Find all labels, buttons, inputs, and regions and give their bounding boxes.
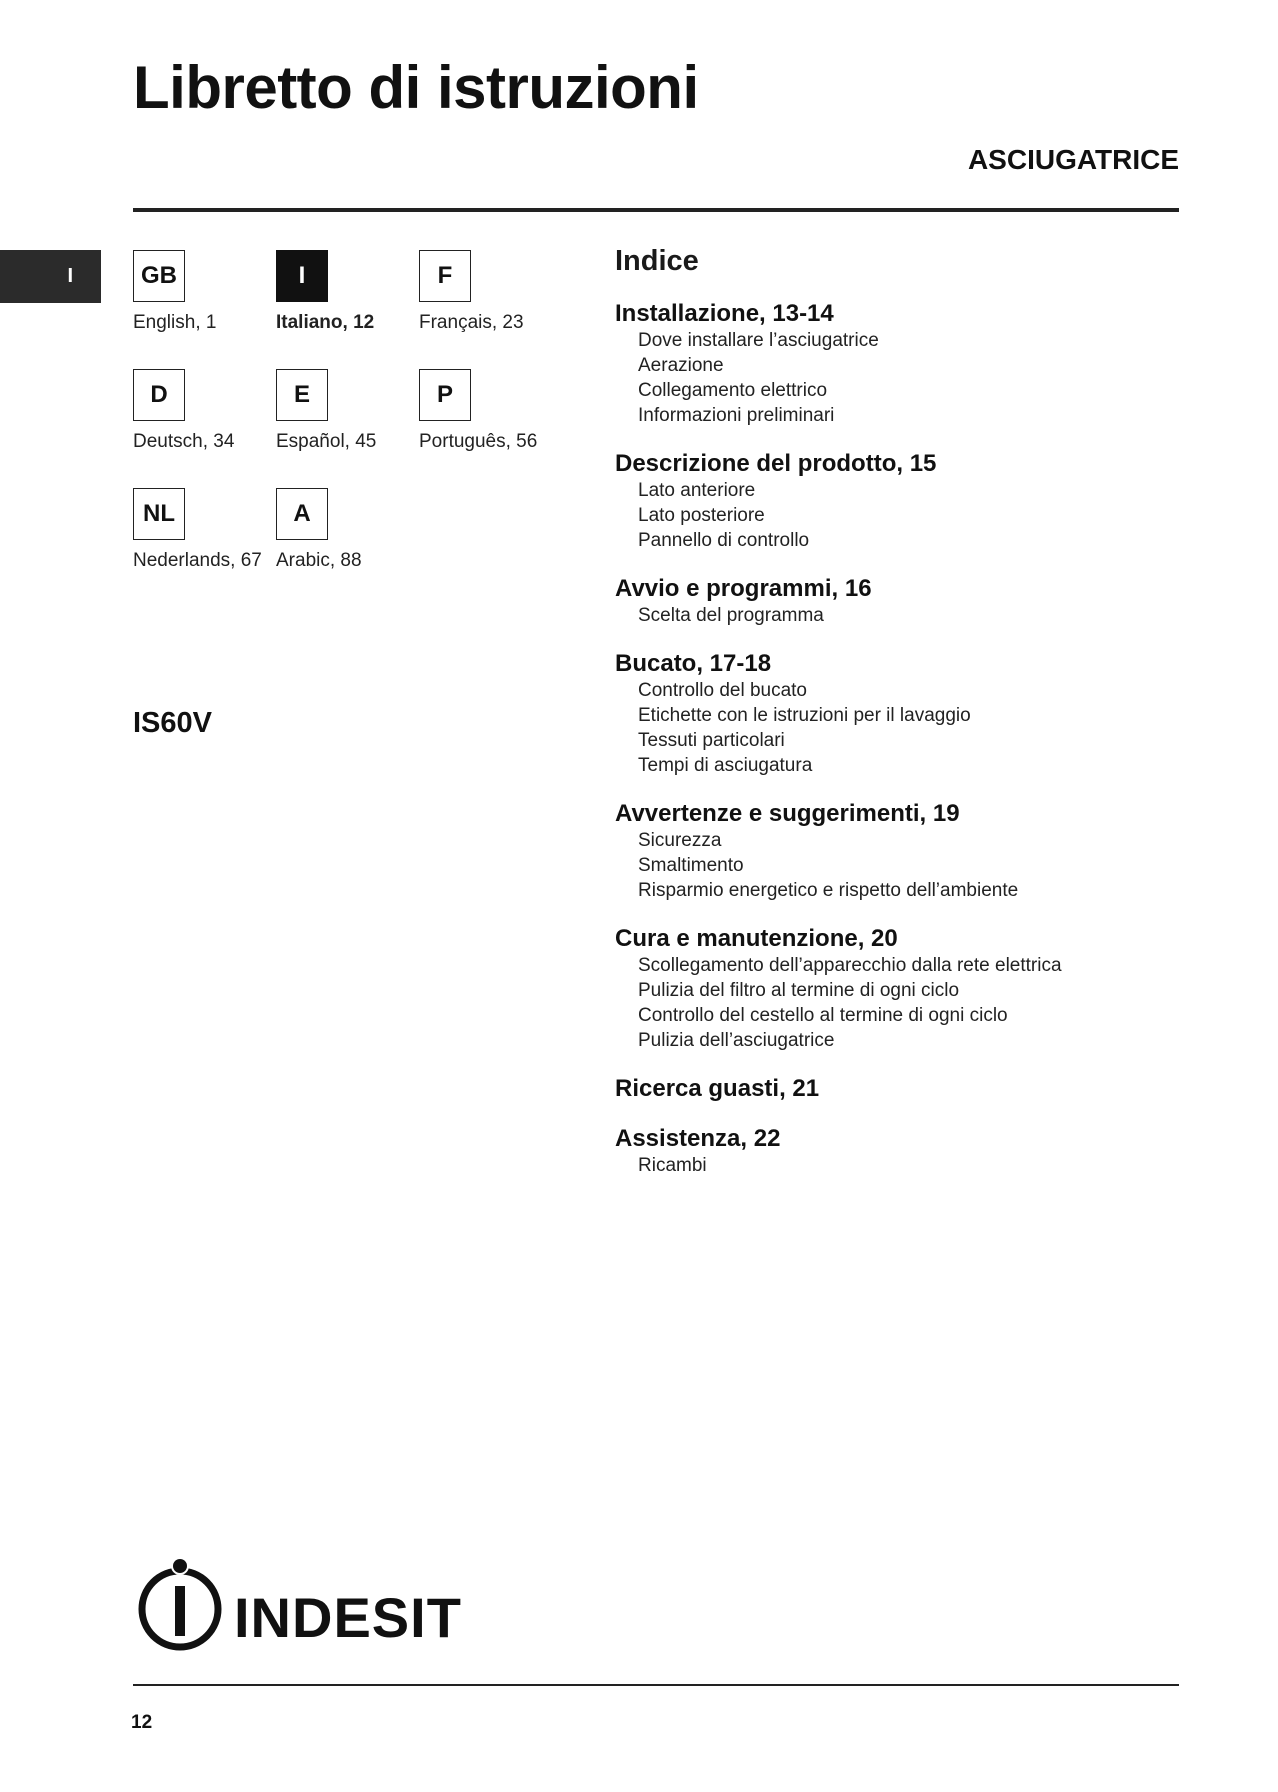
toc-section-title[interactable]: Cura e manutenzione, 20 bbox=[615, 925, 898, 952]
language-entry-i[interactable] bbox=[276, 250, 421, 334]
side-language-tab: I bbox=[0, 250, 101, 303]
toc-section-title[interactable]: Bucato, 17-18 bbox=[615, 650, 772, 677]
page-number: 12 bbox=[131, 1712, 153, 1733]
toc-section bbox=[615, 1125, 1175, 1178]
brand-wordmark: INDESIT bbox=[234, 1586, 462, 1649]
language-label: Português, 56 bbox=[419, 431, 538, 452]
toc-item[interactable]: Lato anteriore bbox=[638, 480, 756, 501]
toc-section-title[interactable]: Ricerca guasti, 21 bbox=[615, 1075, 820, 1102]
toc-item[interactable]: Sicurezza bbox=[638, 830, 722, 851]
toc-item[interactable]: Aerazione bbox=[638, 355, 724, 376]
language-entry-a[interactable] bbox=[276, 488, 421, 572]
language-entry-p[interactable] bbox=[419, 369, 564, 453]
toc-item[interactable]: Ricambi bbox=[638, 1155, 707, 1176]
toc-item[interactable]: Scelta del programma bbox=[638, 605, 824, 626]
toc-section bbox=[615, 575, 1175, 628]
toc-item[interactable]: Tempi di asciugatura bbox=[638, 755, 813, 776]
language-code-box: GB bbox=[133, 250, 185, 302]
toc-item[interactable]: Smaltimento bbox=[638, 855, 744, 876]
language-entry-gb[interactable] bbox=[133, 250, 278, 334]
toc-section bbox=[615, 650, 1175, 778]
language-code-box: P bbox=[419, 369, 471, 421]
toc-section-title[interactable]: Descrizione del prodotto, 15 bbox=[615, 450, 937, 477]
toc-section-title[interactable]: Installazione, 13-14 bbox=[615, 300, 834, 327]
indesit-logo bbox=[132, 1556, 502, 1656]
language-entry-nl[interactable] bbox=[133, 488, 278, 572]
toc-item[interactable]: Collegamento elettrico bbox=[638, 380, 828, 401]
toc-section-title[interactable]: Avvio e programmi, 16 bbox=[615, 575, 872, 602]
language-label: Nederlands, 67 bbox=[133, 550, 262, 571]
language-label: Español, 45 bbox=[276, 431, 377, 452]
toc-item[interactable]: Pulizia dell’asciugatrice bbox=[638, 1030, 835, 1051]
language-label: English, 1 bbox=[133, 312, 217, 333]
language-code-box: E bbox=[276, 369, 328, 421]
toc-item[interactable]: Etichette con le istruzioni per il lavaggio bbox=[638, 705, 971, 726]
toc-item[interactable]: Dove installare l’asciugatrice bbox=[638, 330, 879, 351]
language-label: Arabic, 88 bbox=[276, 550, 362, 571]
language-entry-d[interactable] bbox=[133, 369, 278, 453]
bottom-divider bbox=[133, 1684, 1179, 1686]
toc-item[interactable]: Risparmio energetico e rispetto dell’ambiente bbox=[638, 880, 1019, 901]
toc-heading: Indice bbox=[615, 245, 699, 277]
toc-section bbox=[615, 1075, 1175, 1103]
language-label: Italiano, 12 bbox=[276, 312, 375, 333]
language-code-box: I bbox=[276, 250, 328, 302]
language-code-box: NL bbox=[133, 488, 185, 540]
language-code-box: D bbox=[133, 369, 185, 421]
toc-item[interactable]: Lato posteriore bbox=[638, 505, 765, 526]
page-title: Libretto di istruzioni bbox=[133, 54, 699, 121]
toc-item[interactable]: Scollegamento dell’apparecchio dalla rete elettrica bbox=[638, 955, 1062, 976]
toc-item[interactable]: Controllo del cestello al termine di ogni ciclo bbox=[638, 1005, 1008, 1026]
top-divider bbox=[133, 208, 1179, 212]
toc-section bbox=[615, 800, 1175, 903]
language-entry-f[interactable] bbox=[419, 250, 564, 334]
toc-item[interactable]: Pulizia del filtro al termine di ogni ciclo bbox=[638, 980, 960, 1001]
toc-item[interactable]: Pannello di controllo bbox=[638, 530, 810, 551]
language-entry-e[interactable] bbox=[276, 369, 421, 453]
toc-section bbox=[615, 450, 1175, 553]
model-number: IS60V bbox=[133, 707, 212, 739]
indesit-i-logo-icon bbox=[142, 1557, 218, 1647]
toc-section bbox=[615, 300, 1175, 428]
language-code-box: A bbox=[276, 488, 328, 540]
language-label: Français, 23 bbox=[419, 312, 524, 333]
toc-section-title[interactable]: Assistenza, 22 bbox=[615, 1125, 781, 1152]
toc-item[interactable]: Controllo del bucato bbox=[638, 680, 807, 701]
toc-item[interactable]: Informazioni preliminari bbox=[638, 405, 835, 426]
document-subtitle: ASCIUGATRICE bbox=[967, 144, 1179, 175]
toc-section bbox=[615, 925, 1175, 1053]
language-label: Deutsch, 34 bbox=[133, 431, 235, 452]
toc-item[interactable]: Tessuti particolari bbox=[638, 730, 785, 751]
toc-section-title[interactable]: Avvertenze e suggerimenti, 19 bbox=[615, 800, 960, 827]
language-code-box: F bbox=[419, 250, 471, 302]
table-of-contents bbox=[615, 247, 1175, 1200]
